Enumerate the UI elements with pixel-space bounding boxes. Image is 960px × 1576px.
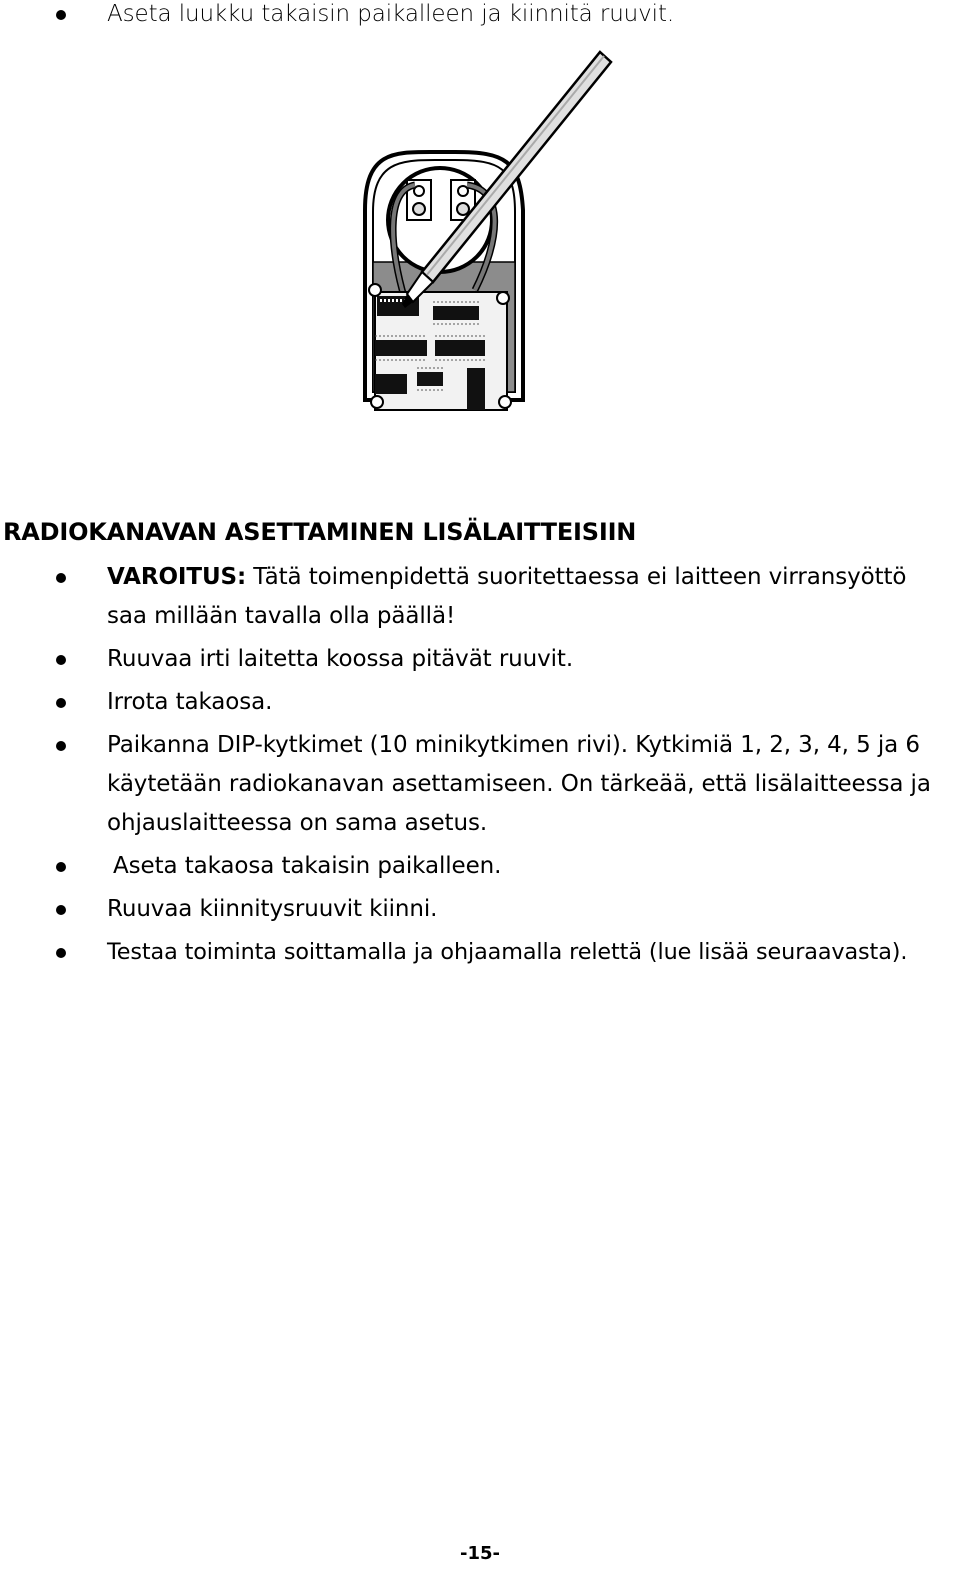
chip — [375, 340, 427, 356]
bullet-icon — [56, 698, 66, 708]
section-heading: RADIOKANAVAN ASETTAMINEN LISÄLAITTEISIIN — [3, 518, 637, 546]
bullet-icon — [56, 948, 66, 958]
list-item: Aseta takaosa takaisin paikalleen. — [113, 853, 502, 879]
chip — [417, 372, 443, 386]
list-item: Irrota takaosa. — [107, 689, 273, 715]
page-number: -15- — [460, 1543, 500, 1564]
device-illustration — [355, 40, 625, 430]
bullet-icon — [56, 905, 66, 915]
chip — [435, 340, 485, 356]
bullet-icon — [56, 573, 66, 583]
list-item: Ruuvaa irti laitetta koossa pitävät ruuvit. — [107, 646, 574, 672]
list-item: Ruuvaa kiinnitysruuvit kiinni. — [107, 896, 438, 922]
chip — [467, 368, 485, 410]
list-item: Paikanna DIP-kytkimet (10 minikytkimen rivi). Kytkimiä 1, 2, 3, 4, 5 ja 6 käytetään radiokanavan asettamiseen. On tärkeää, että lisälaitteessa ja ohjauslaitteessa on sama asetus. — [107, 732, 931, 836]
bullet-icon — [56, 10, 66, 20]
warning-label: VAROITUS: — [107, 564, 247, 590]
chip — [433, 306, 479, 320]
bullet-icon — [56, 741, 66, 751]
chip — [375, 374, 407, 394]
warning-item — [107, 558, 947, 636]
list-item: Testaa toiminta soittamalla ja ohjaamalla relettä (lue lisää seuraavasta). — [107, 939, 908, 965]
warning-text: Tätä toimenpidettä suoritettaessa ei laitteen virransyöttö saa millään tavalla olla päällä! — [107, 564, 907, 629]
bullet-icon — [56, 655, 66, 665]
top-instruction: Aseta luukku takaisin paikalleen ja kiinnitä ruuvit. — [107, 1, 675, 27]
bullet-icon — [56, 862, 66, 872]
